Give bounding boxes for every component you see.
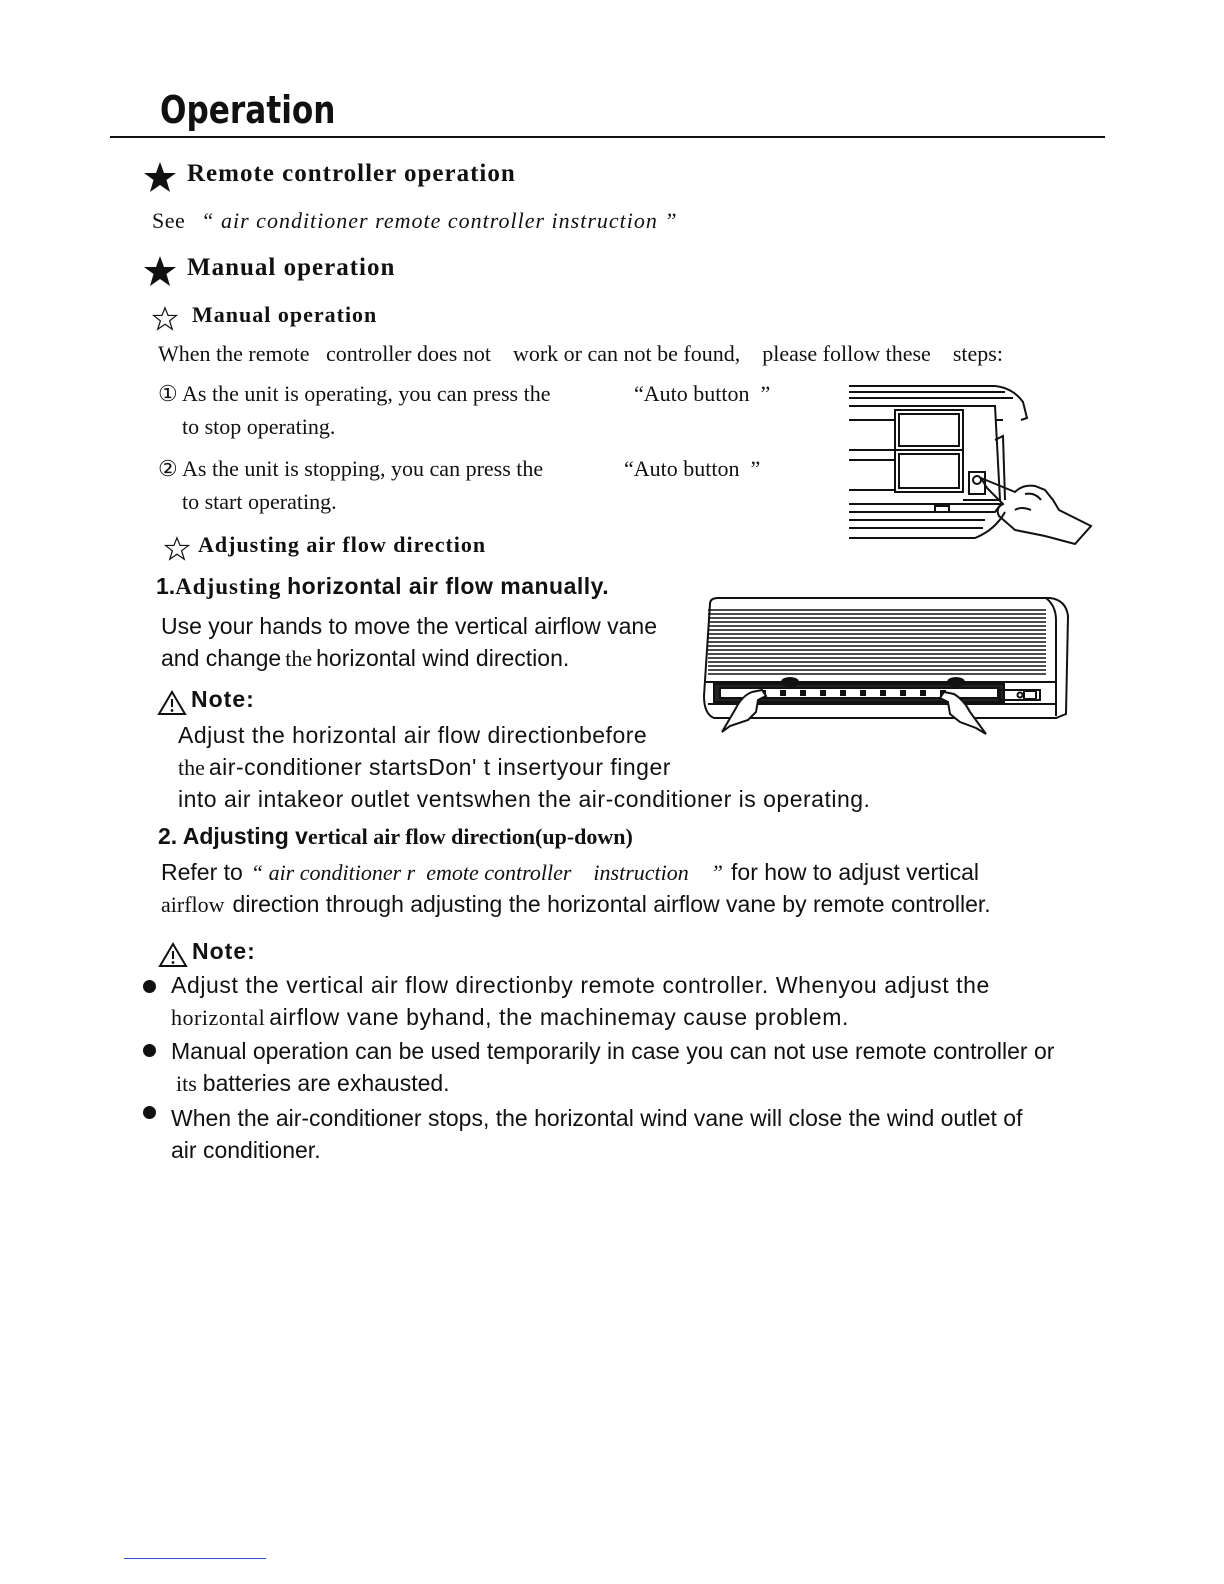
footer-rule [124, 1558, 266, 1559]
bullet-3-line-2: air conditioner. [171, 1137, 321, 1163]
filled-star-icon [143, 255, 177, 287]
step-2-line [158, 456, 543, 482]
note-1-label: Note: [191, 686, 255, 712]
vertical-desc-line-2 [161, 891, 991, 918]
horizontal-heading [156, 573, 609, 600]
bullet-1-line-2a: horizontal [171, 1005, 266, 1030]
vertical-heading [158, 823, 633, 850]
outline-star-icon [164, 536, 190, 561]
horizontal-heading-num: 1. [156, 573, 176, 599]
note-1-label-row [157, 686, 255, 716]
airflow-subheading-row [164, 532, 486, 561]
note-1-line-2b: air-conditioner startsDon' t insertyour finger [208, 754, 671, 780]
horizontal-desc-2a: and change [161, 645, 282, 671]
hands-adjusting-vane-illustration [700, 596, 1074, 740]
bullet-icon [143, 1106, 156, 1119]
remote-reference: “ air conditioner remote controller instruction ” [201, 208, 678, 233]
horizontal-desc-line-2 [161, 645, 569, 672]
step-1-auto-button-ref: “Auto button ” [634, 381, 771, 406]
remote-reference-line [152, 208, 678, 234]
bullet-2-line-2 [176, 1070, 450, 1097]
vertical-desc-2a: airflow [161, 892, 225, 917]
remote-section-heading-row [143, 160, 516, 193]
vertical-desc-line-1 [161, 859, 979, 886]
note-1-line-2a: the [178, 755, 205, 780]
vertical-desc-1a: Refer to [161, 859, 243, 885]
vertical-heading-a: 2. Adjusting v [158, 823, 308, 849]
warning-triangle-icon [158, 942, 188, 968]
step-2-auto-button-ref: “Auto button ” [624, 456, 761, 481]
bullet-2-line-2a: its [176, 1071, 197, 1096]
horizontal-desc-2c: horizontal wind direction. [316, 645, 570, 671]
bullet-icon [143, 1044, 156, 1057]
horizontal-desc-line-1: Use your hands to move the vertical airflow vane [161, 613, 658, 639]
vertical-desc-1b: “ air conditioner r emote controller instruction ” [250, 860, 724, 885]
vertical-heading-b: ertical air flow direction(up-down) [307, 824, 633, 849]
horizontal-heading-a: Adjusting [175, 574, 282, 599]
auto-button-illustration [845, 380, 1095, 546]
note-1-line-2 [178, 754, 671, 781]
step-1-text: As the unit is operating, you can press the [182, 381, 551, 406]
horizontal-desc-2b: the [285, 646, 313, 671]
filled-star-icon [143, 161, 177, 193]
manual-subheading: Manual operation [192, 302, 378, 327]
horizontal-heading-b: horizontal air flow manually. [287, 573, 610, 599]
bullet-1-line-2b: airflow vane byhand, the machinemay cause problem. [269, 1004, 849, 1030]
page-title: Operation [160, 88, 336, 132]
step-1-text-cont: to stop operating. [182, 414, 336, 439]
outline-star-icon [152, 306, 178, 331]
manual-heading: Manual operation [187, 254, 396, 281]
vertical-desc-1c: for how to adjust vertical [731, 859, 980, 885]
note-2-label: Note: [192, 938, 256, 964]
note-1-line-3: into air intakeor outlet ventswhen the air-conditioner is operating. [178, 786, 871, 812]
bullet-1-line-2 [171, 1004, 849, 1031]
bullet-3-line-1: When the air-conditioner stops, the horizontal wind vane will close the wind outlet of [171, 1105, 1023, 1131]
note-2-label-row [158, 938, 256, 968]
bullet-icon [143, 980, 156, 993]
title-rule [110, 136, 1105, 138]
step-2-number: ② [158, 456, 178, 481]
step-2-text-cont: to start operating. [182, 489, 337, 514]
bullet-2-line-1: Manual operation can be used temporarily in case you can not use remote controller or [171, 1038, 1055, 1064]
step-1-line [158, 381, 550, 407]
remote-heading: Remote controller operation [187, 160, 516, 187]
warning-triangle-icon [157, 690, 187, 716]
manual-intro: When the remote controller does not work or can not be found, please follow these steps: [158, 341, 1003, 366]
step-1-number: ① [158, 381, 178, 406]
vertical-desc-2b: direction through adjusting the horizontal airflow vane by remote controller. [232, 891, 991, 917]
bullet-1-line-1: Adjust the vertical air flow directionby remote controller. Whenyou adjust the [171, 972, 990, 998]
remote-see-label: See [152, 208, 186, 233]
airflow-subheading: Adjusting air flow direction [198, 532, 487, 557]
step-2-text: As the unit is stopping, you can press the [182, 456, 544, 481]
manual-subheading-row [152, 302, 377, 331]
manual-section-heading-row [143, 254, 395, 287]
note-1-line-1: Adjust the horizontal air flow directionbefore [178, 722, 648, 748]
bullet-2-line-2b: batteries are exhausted. [202, 1070, 450, 1096]
